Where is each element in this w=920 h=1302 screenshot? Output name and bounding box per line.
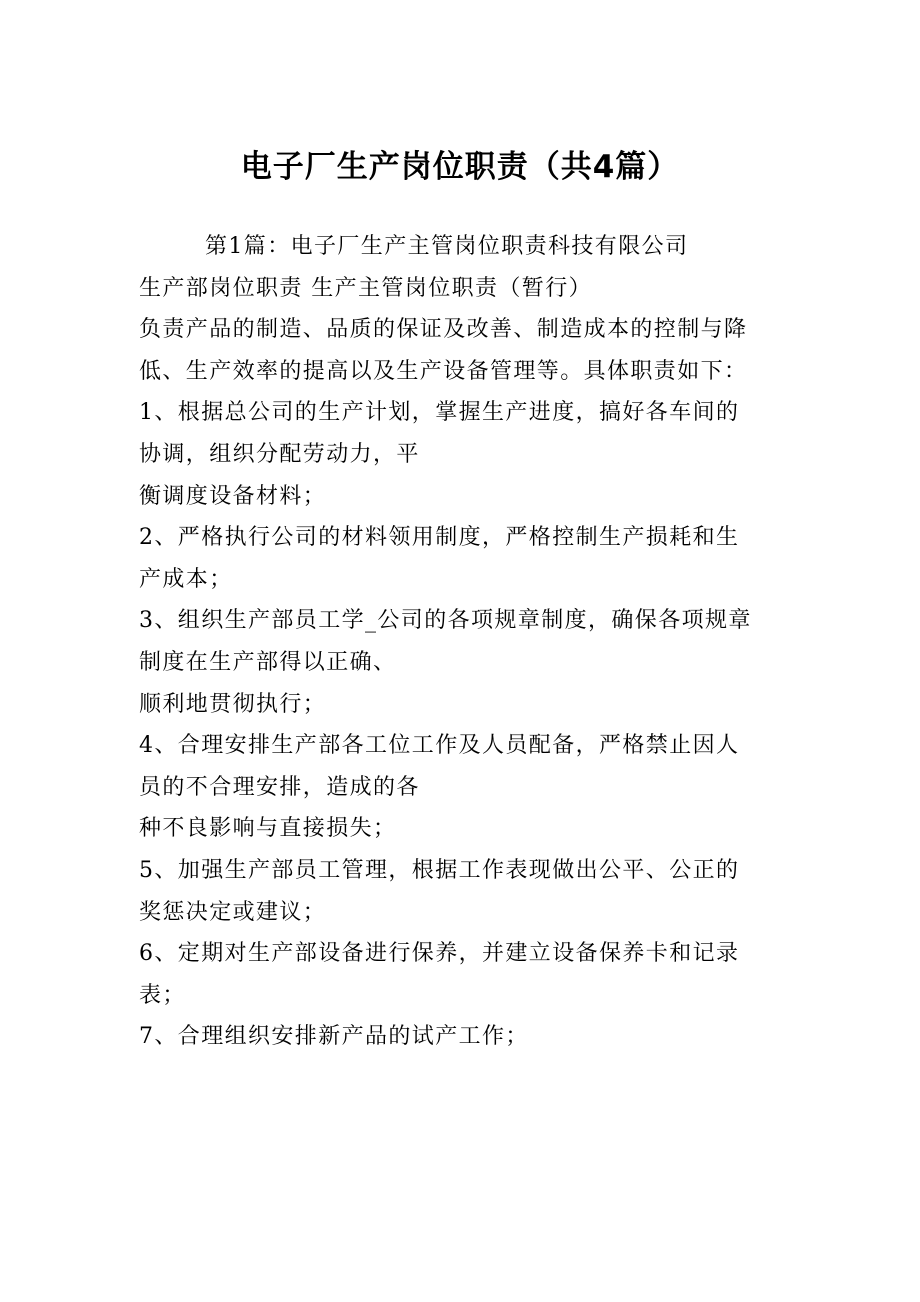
section-heading: 第1篇：电子厂生产主管岗位职责科技有限公司 xyxy=(205,234,689,259)
list-item-line: 制度在生产部得以正确、 xyxy=(139,649,397,675)
document-body xyxy=(139,226,799,1058)
list-item-line: 奖惩决定或建议； xyxy=(139,899,327,925)
list-item-line: 顺利地贯彻执行； xyxy=(139,691,327,717)
list-item-line: 种不良影响与直接损失； xyxy=(139,816,397,842)
list-item-line: 协调，组织分配劳动力，平 xyxy=(139,441,420,467)
paragraph-line: 负责产品的制造、品质的保证及改善、制造成本的控制与降 xyxy=(139,317,748,343)
list-item-line: 1、根据总公司的生产计划，掌握生产进度，搞好各车间的 xyxy=(139,400,740,426)
paragraph-line: 生产部岗位职责 生产主管岗位职责（暂行） xyxy=(139,275,592,301)
list-item-line: 4、合理安排生产部各工位工作及人员配备，严格禁止因人 xyxy=(139,733,740,759)
list-item-line: 2、严格执行公司的材料领用制度，严格控制生产损耗和生 xyxy=(139,525,740,551)
document-title: 电子厂生产岗位职责（共4篇） xyxy=(240,149,680,185)
list-item-line: 衡调度设备材料； xyxy=(139,483,327,509)
list-item-line: 产成本； xyxy=(139,566,233,592)
list-item-line: 5、加强生产部员工管理，根据工作表现做出公平、公正的 xyxy=(139,857,740,883)
list-item-line: 表； xyxy=(139,982,186,1008)
paragraph-line: 低、生产效率的提高以及生产设备管理等。具体职责如下： xyxy=(139,358,748,384)
list-item-line: 员的不合理安排，造成的各 xyxy=(139,774,420,800)
list-item-line: 3、组织生产部员工学_公司的各项规章制度，确保各项规章 xyxy=(139,608,752,634)
list-item-line: 6、定期对生产部设备进行保养，并建立设备保养卡和记录 xyxy=(139,941,740,967)
list-item-line: 7、合理组织安排新产品的试产工作； xyxy=(139,1024,529,1050)
